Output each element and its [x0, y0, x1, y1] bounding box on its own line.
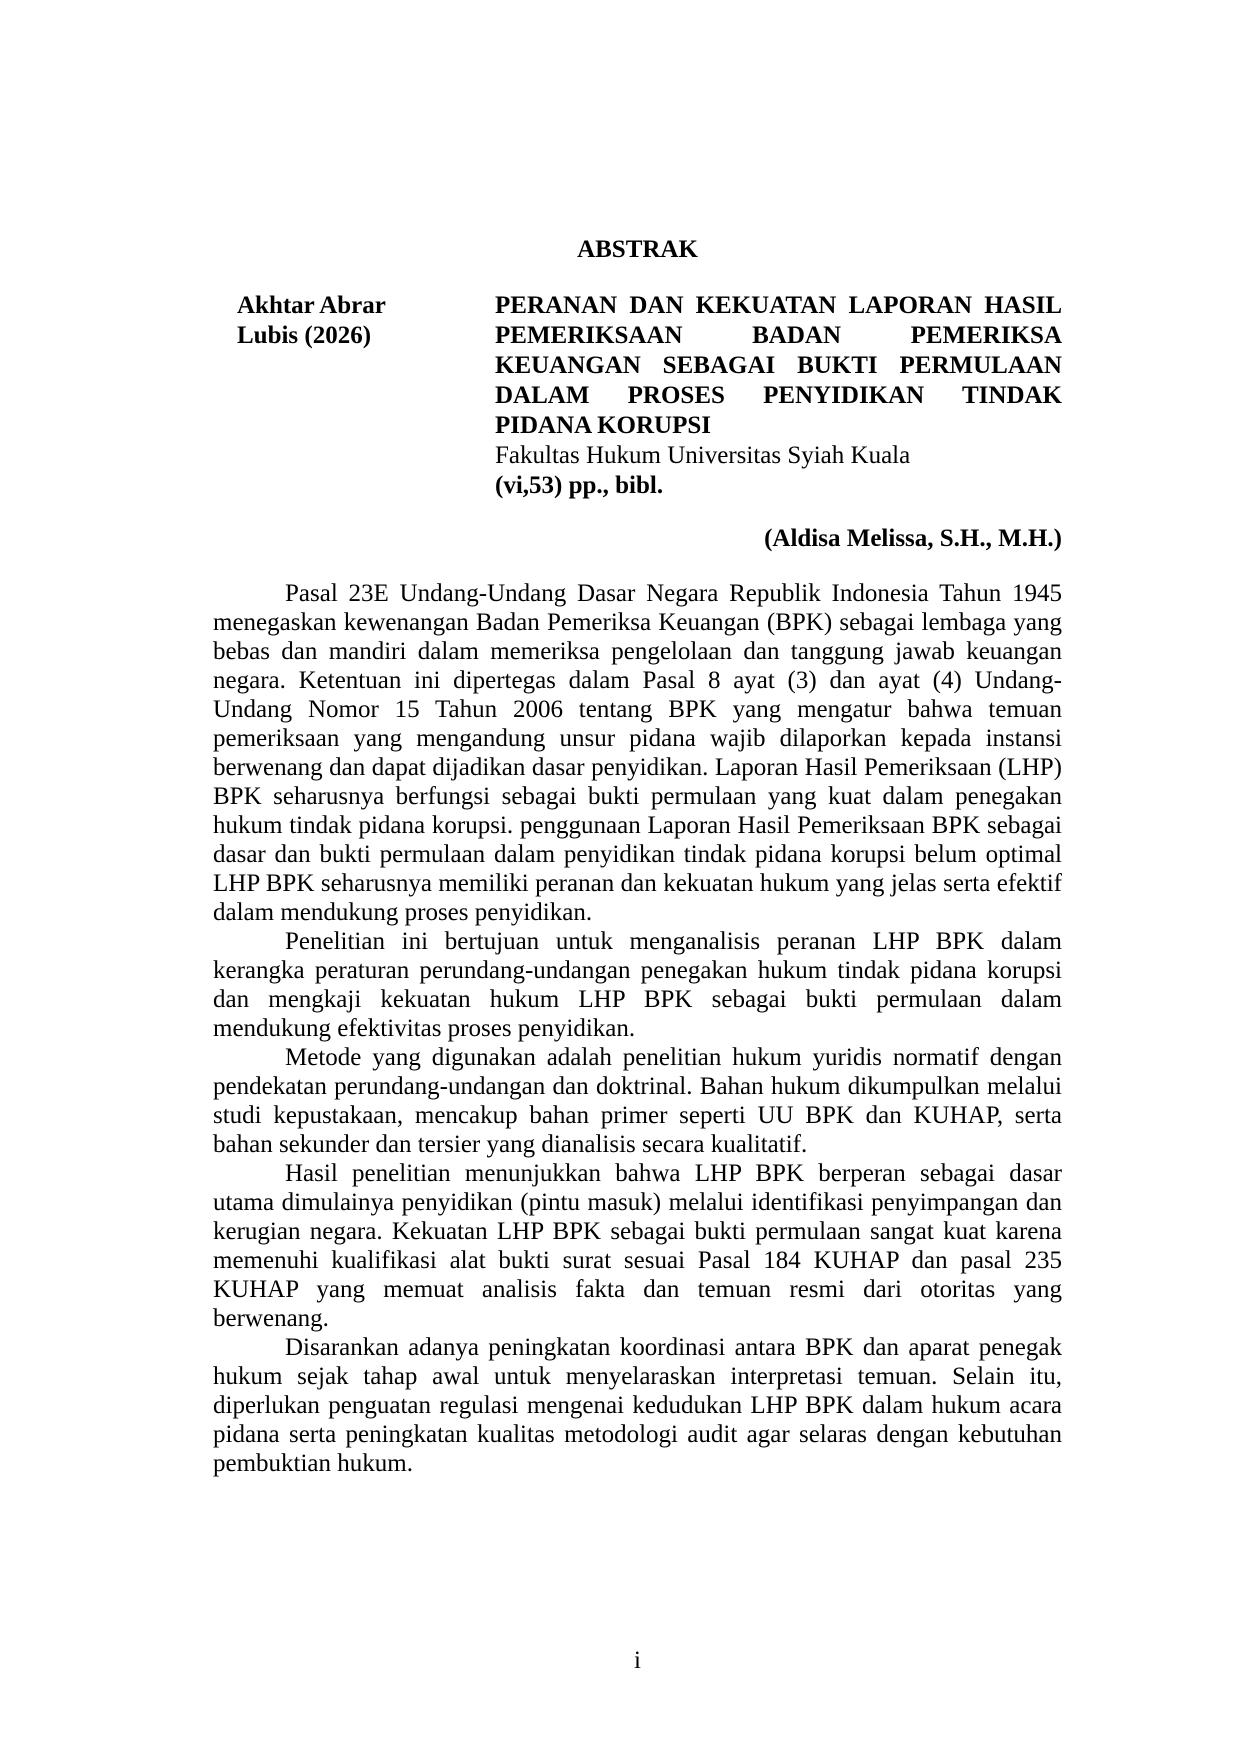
abstract-paragraph-2: Penelitian ini bertujuan untuk menganalisis peranan LHP BPK dalam kerangka peraturan perundang-undangan penegakan hukum tindak pidana korupsi dan mengkaji kekuatan hukum LHP BPK sebagai bukti permulaan dalam mendukung efektivitas proses penyidikan. [213, 928, 1062, 1042]
abstract-paragraph-3: Metode yang digunakan adalah penelitian hukum yuridis normatif dengan pendekatan perundang-undangan dan doktrinal. Bahan hukum dikumpulkan melalui studi kepustakaan, mencakup bahan primer seperti UU BPK dan KUHAP, serta bahan sekunder dan tersier yang dianalisis secara kualitatif. [213, 1044, 1062, 1158]
abstract-paragraph-4: Hasil penelitian menunjukkan bahwa LHP BPK berperan sebagai dasar utama dimulainya penyidikan (pintu masuk) melalui identifikasi penyimpangan dan kerugian negara. Kekuatan LHP BPK sebagai bukti permulaan sangat kuat karena memenuhi kualifikasi alat bukti surat sesuai Pasal 184 KUHAP dan pasal 235 KUHAP yang memuat analisis fakta dan temuan resmi dari otoritas yang berwenang. [213, 1160, 1062, 1332]
author-block [213, 291, 495, 351]
thesis-title-line-3: KEUANGAN SEBAGAI BUKTI PERMULAAN [495, 352, 1062, 379]
author-name-line2: Lubis (2026) [237, 322, 372, 349]
thesis-title-line-4: DALAM PROSES PENYIDIKAN TINDAK [495, 382, 1062, 409]
abstract-paragraph-5: Disarankan adanya peningkatan koordinasi antara BPK dan aparat penegak hukum sejak tahap awal untuk menyelaraskan interpretasi temuan. Selain itu, diperlukan penguatan regulasi mengenai kedudukan LHP BPK dalam hukum acara pidana serta peningkatan kualitas metodologi audit agar selaras dengan kebutuhan pembuktian hukum. [213, 1334, 1062, 1477]
collation-line: (vi,53) pp., bibl. [495, 472, 664, 499]
thesis-title-block [495, 291, 1062, 501]
thesis-title-line-5: PIDANA KORUPSI [495, 412, 711, 439]
page-number: i [634, 1647, 641, 1674]
thesis-title-line-1: PERANAN DAN KEKUATAN LAPORAN HASIL [495, 292, 1062, 319]
title-block [213, 291, 1062, 501]
abstract-heading: ABSTRAK [577, 236, 698, 263]
author-name-line1: Akhtar Abrar [237, 292, 386, 319]
faculty-line: Fakultas Hukum Universitas Syiah Kuala [495, 442, 911, 469]
abstract-body [213, 579, 1062, 1478]
advisor-name: (Aldisa Melissa, S.H., M.H.) [764, 525, 1062, 552]
abstract-paragraph-1: Pasal 23E Undang-Undang Dasar Negara Republik Indonesia Tahun 1945 menegaskan kewenangan Badan Pemeriksa Keuangan (BPK) sebagai lembaga yang bebas dan mandiri dalam memeriksa pengelolaan dan tanggung jawab keuangan negara. Ketentuan ini dipertegas dalam Pasal 8 ayat (3) dan ayat (4) Undang-Undang Nomor 15 Tahun 2006 tentang BPK yang mengatur bahwa temuan pemeriksaan yang mengandung unsur pidana wajib dilaporkan kepada instansi berwenang dan dapat dijadikan dasar penyidikan. Laporan Hasil Pemeriksaan (LHP) BPK seharusnya berfungsi sebagai bukti permulaan yang kuat dalam penegakan hukum tindak pidana korupsi. penggunaan Laporan Hasil Pemeriksaan BPK sebagai dasar dan bukti permulaan dalam penyidikan tindak pidana korupsi belum optimal LHP BPK seharusnya memiliki peranan dan kekuatan hukum yang jelas serta efektif dalam mendukung proses penyidikan. [213, 580, 1062, 926]
thesis-title-line-2: PEMERIKSAAN BADAN PEMERIKSA [495, 322, 1062, 349]
